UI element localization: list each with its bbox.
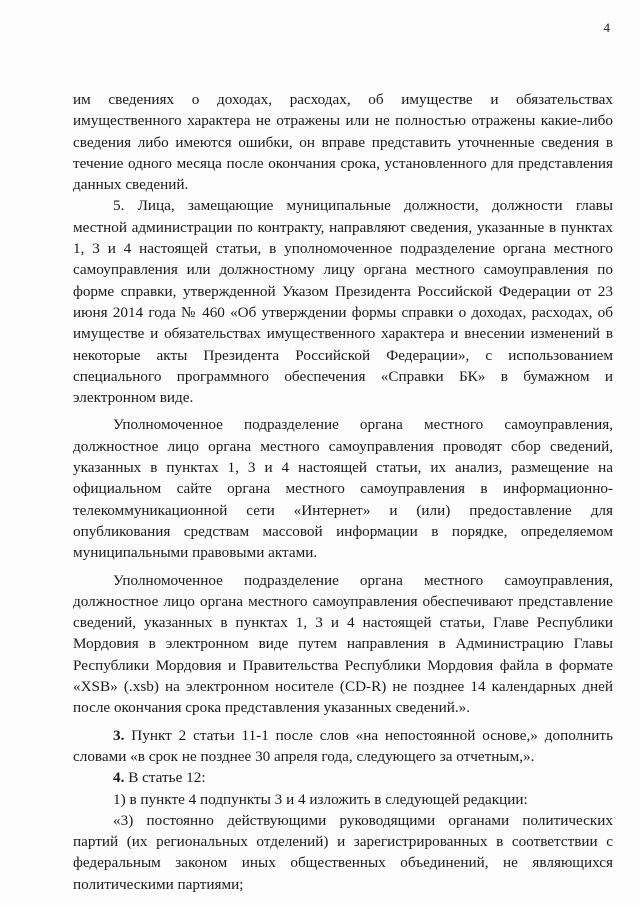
item-4-text: В статье 12: (124, 769, 206, 787)
item-3-text: Пункт 2 статьи 11-1 после слов «на непостоянной основе,» дополнить словами «в срок не позднее 30 апреля года, следующего за отчетным,». (73, 726, 613, 765)
paragraph-item-3 (73, 725, 613, 768)
item-3-number: 3. (113, 726, 125, 744)
paragraph-upolnomochennoe-2: Уполномоченное подразделение органа местного самоуправления, должностное лицо органа местного самоуправления обеспечивают представление сведений, указанных в пунктах 1, 3 и 4 настоящей статьи, Главе Республики Мордовия в электронном виде путем направления в Администрацию Главы Республики Мордовия и Правительства Республики Мордовия файла в формате «XSB» (.xsb) на электронном носителе (CD-R) не позднее 14 календарных дней после окончания срока представления указанных сведений.». (73, 571, 613, 717)
paragraph-subitem-1: 1) в пункте 4 подпункты 3 и 4 изложить в следующей редакции: (113, 790, 528, 808)
paragraph-item-5: 5. Лица, замещающие муниципальные должности, должности главы местной администрации по контракту, направляют сведения, указанные в пунктах 1, 3 и 4 настоящей статьи, в уполномоченное подразделение органа местного самоуправления или должностному лицу органа местного самоуправления по форме справки, утвержденной Указом Президента Российской Федерации от 23 июня 2014 года № 460 «Об утверждении формы справки о доходах, расходах, об имуществе и обязательствах имущественного характера и внесении изменений в некоторые акты Президента Российской Федерации», с использованием специального программного обеспечения «Справки БК» в бумажном и электронном виде. (73, 197, 613, 407)
document-body (73, 89, 613, 895)
paragraph-item-4 (73, 767, 613, 788)
item-4-number: 4. (113, 769, 125, 787)
paragraph-quote-3: «3) постоянно действующими руководящими органами политических партий (их региональных отделений) и зарегистрированных в соответствии с федеральным законом иных общественных объединений, не являющихся политическими партиями; (73, 811, 613, 893)
paragraph-upolnomochennoe-1: Уполномоченное подразделение органа местного самоуправления, должностное лицо органа местного самоуправления проводят сбор сведений, указанных в пунктах 1, 3 и 4 настоящей статьи, их анализ, размещение на официальном сайте органа местного самоуправления в информационно-телекоммуникационной сети «Интернет» и (или) предоставление для опубликования средствам массовой информации в порядке, определяемом муниципальными правовыми актами. (73, 416, 613, 562)
page-number: 4 (603, 20, 610, 35)
paragraph-continuation: им сведениях о доходах, расходах, об имуществе и обязательствах имущественного характера не отражены или не полностью отражены какие-либо сведения либо имеются ошибки, он вправе представить уточненные сведения в течение одного месяца после окончания срока, установленного для представления данных сведений. (73, 91, 613, 194)
